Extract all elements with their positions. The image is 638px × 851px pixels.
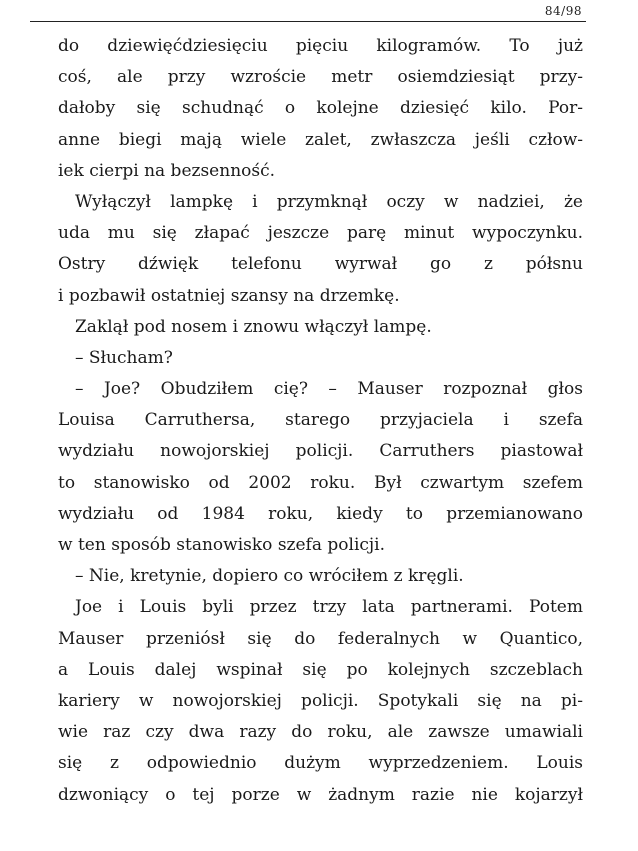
text-line: a Louis dalej wspinał się po kolejnych szczeblach [58, 659, 583, 680]
text-line: uda mu się złapać jeszcze parę minut wypoczynku. [58, 223, 583, 244]
text-line: kariery w nowojorskiej policji. Spotykali się na pi- [58, 690, 583, 711]
text-line: wie raz czy dwa razy do roku, ale zawsze umawiali [58, 722, 583, 743]
text-line: dzwoniący o tej porze w żadnym razie nie kojarzył [58, 784, 583, 805]
text-line: wydziału od 1984 roku, kiedy to przemianowano [58, 503, 583, 524]
text-line: anne biegi mają wiele zalet, zwłaszcza jeśli człow- [58, 129, 583, 150]
text-line: się z odpowiednio dużym wyprzedzeniem. Louis [58, 753, 583, 774]
text-line: to stanowisko od 2002 roku. Był czwartym szefem [58, 472, 583, 493]
text-line: – Nie, kretynie, dopiero co wróciłem z kręgli. [75, 566, 464, 587]
text-line: Louisa Carruthersa, starego przyjaciela i szefa [58, 410, 583, 431]
text-line: Wyłączył lampkę i przymknął oczy w nadziei, że [75, 191, 583, 212]
text-line: coś, ale przy wzroście metr osiemdziesiąt przy- [58, 67, 583, 88]
text-line: – Słucham? [75, 347, 173, 368]
text-line: Zaklął pod nosem i znowu włączył lampę. [75, 316, 432, 337]
text-line: w ten sposób stanowisko szefa policji. [58, 535, 386, 555]
text-line: dałoby się schudnąć o kolejne dziesięć kilo. Por- [58, 98, 583, 119]
text-line: i pozbawił ostatniej szansy na drzemkę. [58, 285, 400, 306]
body-text [58, 31, 583, 811]
header-divider [30, 21, 586, 22]
page-indicator: 84/98 [544, 4, 582, 18]
text-line: Ostry dźwięk telefonu wyrwał go z półsnu [58, 254, 583, 275]
text-line: Joe i Louis byli przez trzy lata partnerami. Potem [75, 597, 583, 618]
text-line: – Joe? Obudziłem cię? – Mauser rozpoznał głos [75, 379, 583, 400]
text-line: iek cierpi na bezsenność. [58, 160, 276, 181]
text-line: do dziewięćdziesięciu pięciu kilogramów. To już [58, 36, 583, 56]
text-line: Mauser przeniósł się do federalnych w Quantico, [58, 628, 583, 649]
text-line: wydziału nowojorskiej policji. Carruthers piastował [58, 441, 583, 462]
